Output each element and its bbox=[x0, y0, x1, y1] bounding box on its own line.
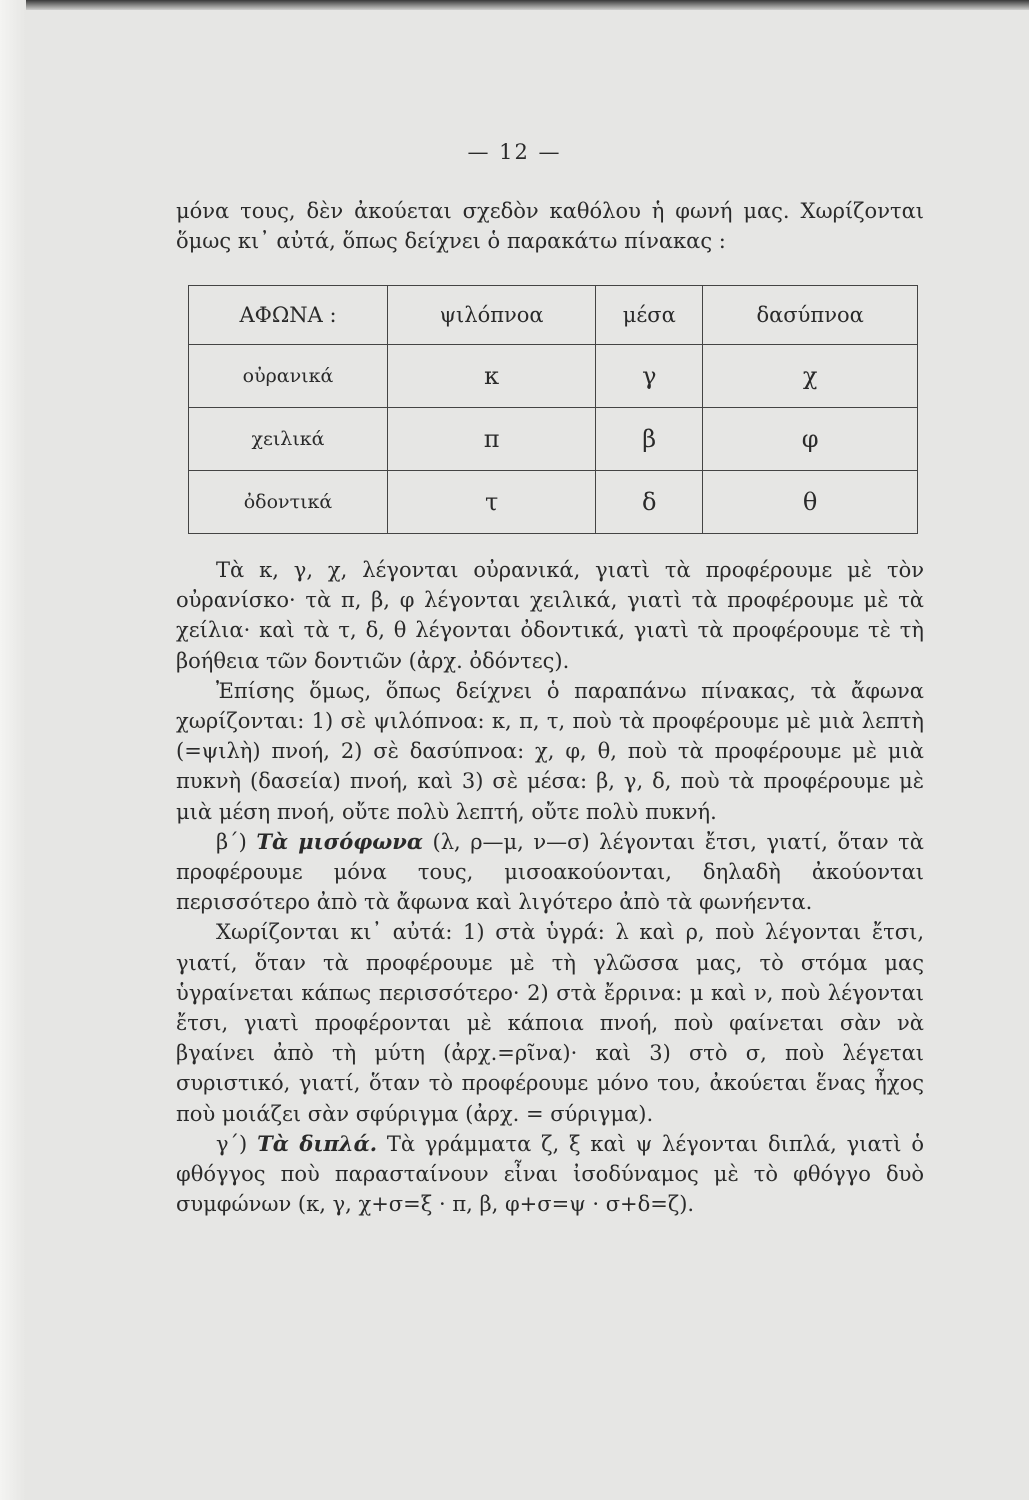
table-cell: δ bbox=[596, 471, 703, 534]
row-label-cheilika: χειλικά bbox=[189, 408, 388, 471]
table-cell: φ bbox=[703, 408, 918, 471]
page-scan-edge-left bbox=[0, 0, 26, 1500]
consonant-table bbox=[188, 285, 918, 534]
paragraph-semivowels bbox=[176, 827, 924, 918]
intro-text: μόνα τους, δὲν ἀκούεται σχεδὸν καθόλου ἡ φωνή μας. Χωρίζονται ὅμως κι᾿ αὐτά, ὅπως δείχνει ὁ παρακάτω πίνακας : bbox=[176, 199, 924, 253]
table-row bbox=[189, 345, 918, 408]
section-text-dipla: Τὰ γράμματα ζ, ξ καὶ ψ λέγονται διπλά, γιατὶ ὁ φθόγγος ποὺ παρασταίνουν εἶναι ἰσοδύναμος μὲ τὸ φθόγγο δυὸ συμφώνων (κ, γ, χ+σ=ξ · π, β, φ+σ=ψ · σ+δ=ζ). bbox=[176, 1131, 924, 1217]
paragraph-breath-types: Ἐπίσης ὅμως, ὅπως δείχνει ὁ παραπάνω πίνακας, τὰ ἄφωνα χωρίζονται: 1) σὲ ψιλόπνοα: κ, π, τ, ποὺ τὰ προφέρουμε μὲ μιὰ λεπτὴ (=ψιλὴ) πνοή, 2) σὲ δασύπνοα: χ, φ, θ, ποὺ τὰ προφέρουμε μὲ μιὰ πυκνὴ (δασεία) πνοή, καὶ 3) σὲ μέσα: β, γ, δ, ποὺ τὰ προφέρουμε μὲ μιὰ μέση πνοή, οὔτε πολὺ λεπτή, οὔτε πολὺ πυκνή. bbox=[176, 678, 924, 824]
table-cell: τ bbox=[388, 471, 596, 534]
paragraph-double-consonants bbox=[176, 1129, 924, 1220]
table-header-aphona: ΑΦΩΝΑ : bbox=[189, 286, 388, 345]
body-text bbox=[176, 555, 924, 1219]
table-header-row bbox=[189, 286, 918, 345]
section-title-misofona: Τὰ μισόφωνα bbox=[256, 828, 424, 854]
table-cell: χ bbox=[703, 345, 918, 408]
table-cell: γ bbox=[596, 345, 703, 408]
section-text-misofona: (λ, ρ—μ, ν—σ) λέγονται ἔτσι, γιατί, ὅταν τὰ προφέρουμε μόνα τους, μισοακούονται, δηλαδὴ ἀκούονται περισσότερο ἀπὸ τὰ ἄφωνα καὶ λιγότερο ἀπὸ τὰ φωνήεντα. bbox=[176, 829, 924, 915]
table-cell: π bbox=[388, 408, 596, 471]
table-header-dasypnoa: δασύπνοα bbox=[703, 286, 918, 345]
intro-paragraph bbox=[176, 196, 924, 256]
section-label-gamma: γ΄) bbox=[216, 1131, 248, 1156]
table-row bbox=[189, 471, 918, 534]
section-label-beta: β΄) bbox=[216, 829, 247, 854]
table-cell: β bbox=[596, 408, 703, 471]
page-scan-edge-top bbox=[0, 0, 1029, 10]
paragraph-place-of-articulation: Τὰ κ, γ, χ, λέγονται οὐρανικά, γιατὶ τὰ προφέρουμε μὲ τὸν οὐρανίσκο· τὰ π, β, φ λέγονται χειλικά, γιατὶ τὰ προφέρουμε μὲ τὰ χείλια· καὶ τὰ τ, δ, θ λέγονται ὀδοντικά, γιατὶ τὰ προφέρουμε τὲ τὴ βοήθεια τῶν δοντιῶν (ἀρχ. ὀδόντες). bbox=[176, 558, 924, 673]
table-cell: κ bbox=[388, 345, 596, 408]
row-label-ouranika: οὐρανικά bbox=[189, 345, 388, 408]
table-cell: θ bbox=[703, 471, 918, 534]
page-number: — 12 — bbox=[467, 140, 562, 164]
table-header-psilopnoa: ψιλόπνοα bbox=[388, 286, 596, 345]
section-title-dipla: Τὰ διπλά. bbox=[257, 1130, 378, 1156]
row-label-odontika: ὀδοντικά bbox=[189, 471, 388, 534]
table-row bbox=[189, 408, 918, 471]
table-header-mesa: μέσα bbox=[596, 286, 703, 345]
paragraph-semivowel-subtypes: Χωρίζονται κι᾿ αὐτά: 1) στὰ ὑγρά: λ καὶ ρ, ποὺ λέγονται ἔτσι, γιατί, ὅταν τὰ προφέρουμε μὲ τὴ γλῶσσα μας, τὸ στόμα μας ὑγραίνεται κάπως περισσότερο· 2) στὰ ἔρρινα: μ καὶ ν, ποὺ λέγονται ἔτσι, γιατὶ προφέρονται μὲ κάποια πνοή, ποὺ φαίνεται σὰν νὰ βγαίνει ἀπὸ τὴ μύτη (ἀρχ.=ρῖνα)· καὶ 3) στὸ σ, ποὺ λέγεται συριστικό, γιατί, ὅταν τὸ προφέρουμε μόνο του, ἀκούεται ἕνας ἦχος ποὺ μοιάζει σὰν σφύριγμα (ἀρχ. = σύριγμα). bbox=[176, 920, 924, 1126]
